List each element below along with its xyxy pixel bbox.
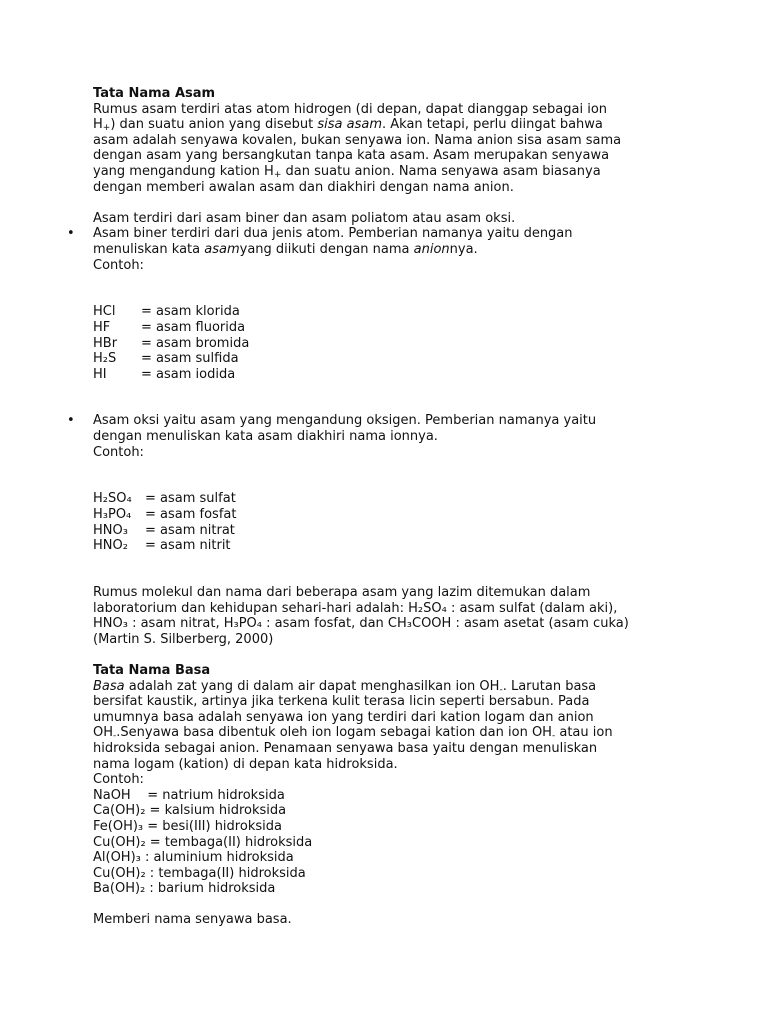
text-span: nya. (449, 241, 478, 257)
compound-name: = asam iodida (141, 366, 236, 382)
text-span: . Akan tetapi, perlu diingat bahwa (382, 117, 603, 133)
formula: HCl (93, 304, 116, 320)
formula: HNO₃ (93, 522, 128, 538)
example-row (93, 320, 693, 336)
formula: H₂SO₄ (93, 491, 132, 507)
text-span: atau ion (555, 725, 613, 741)
paragraph-line (93, 242, 693, 258)
paragraph-line: bersifat kaustik, artinya jika terkena kulit terasa licin seperti bersabun. Pada (93, 694, 590, 710)
base-example: Cu(OH)₂ = tembaga(II) hidroksida (93, 834, 313, 850)
compound-name: = asam sulfat (145, 491, 236, 507)
example-row (93, 304, 693, 320)
example-row (93, 367, 693, 383)
base-example: Cu(OH)₂ : tembaga(II) hidroksida (93, 865, 306, 881)
subscript: + (273, 169, 282, 180)
formula: HBr (93, 335, 118, 351)
formula: HF (93, 319, 111, 335)
italic-term: Basa (93, 678, 125, 694)
paragraph-line: umumnya basa adalah senyawa ion yang terdiri dari kation logam dan anion (93, 709, 594, 725)
subscript: - (113, 731, 117, 742)
spacer (93, 476, 693, 492)
acid-section-title: Tata Nama Asam (93, 86, 216, 101)
formula: HNO₂ (93, 538, 128, 554)
text-span: yang mengandung kation H (93, 163, 274, 179)
base-example: Al(OH)₃ : aluminium hidroksida (93, 850, 294, 866)
paragraph-line: Rumus molekul dan nama dari beberapa asam yang lazim ditemukan dalam (93, 585, 591, 600)
bullet-item-binary (67, 226, 693, 273)
text-span: OH (93, 725, 114, 741)
subscript: + (102, 123, 111, 134)
base-example: Fe(OH)₃ = besi(III) hidroksida (93, 818, 282, 834)
subscript: - (551, 731, 556, 742)
paragraph-line: Asam oksi yaitu asam yang mengandung oksigen. Pemberian namanya yaitu (93, 413, 597, 429)
spacer (93, 460, 693, 476)
paragraph-line: nama logam (kation) di depan kata hidroksida. (93, 756, 398, 772)
text-span: yang diikuti dengan nama (239, 241, 414, 257)
example-row (93, 538, 693, 554)
base-example: NaOH = natrium hidroksida (93, 787, 285, 803)
paragraph-line: dengan menuliskan kata asam diakhiri nama ionnya. (93, 429, 438, 445)
paragraph-line: dengan asam yang bersangkutan tanpa kata asam. Asam merupakan senyawa (93, 148, 610, 164)
document-page (67, 86, 693, 928)
compound-name: = asam klorida (141, 304, 240, 320)
spacer (93, 647, 693, 663)
text-span: ) dan suatu anion yang disebut (110, 117, 318, 133)
example-row (93, 507, 693, 523)
example-row (93, 351, 693, 367)
paragraph-line: hidroksida sebagai anion. Penamaan senyawa basa yaitu dengan menuliskan (93, 740, 598, 756)
spacer (93, 398, 693, 414)
compound-name: = asam bromida (141, 335, 250, 351)
text-span: adalah zat yang di dalam air dapat menghasilkan ion OH (124, 678, 500, 694)
paragraph-line: Rumus asam terdiri atas atom hidrogen (di depan, dapat dianggap sebagai ion (93, 101, 608, 117)
paragraph-line: laboratorium dan kehidupan sehari-hari adalah: H₂SO₄ : asam sulfat (dalam aki), (93, 600, 618, 616)
spacer (93, 569, 693, 585)
spacer (93, 289, 693, 305)
example-label: Contoh: (93, 257, 144, 273)
paragraph-line: asam adalah senyawa kovalen, bukan senyawa ion. Nama anion sisa asam sama (93, 132, 622, 148)
spacer (93, 382, 693, 398)
base-example: Ca(OH)₂ = kalsium hidroksida (93, 803, 287, 819)
paragraph-line: HNO₃ : asam nitrat, H₃PO₄ : asam fosfat, dan CH₃COOH : asam asetat (asam cuka) (93, 616, 629, 632)
formula: HI (93, 366, 107, 382)
italic-term: sisa asam (317, 117, 382, 133)
example-row (93, 523, 693, 539)
formula: H₂S (93, 351, 117, 367)
text-span: . Larutan basa (502, 678, 597, 694)
paragraph-line (93, 725, 693, 741)
example-row (93, 491, 693, 507)
text-span: menuliskan kata (93, 241, 205, 257)
base-section-title: Tata Nama Basa (93, 662, 211, 678)
paragraph-line (93, 679, 693, 695)
paragraph-line (93, 164, 693, 180)
compound-name: = asam nitrat (145, 522, 235, 538)
compound-name: = asam sulfida (141, 351, 239, 367)
bullet-icon: • (67, 413, 75, 429)
bullet-icon: • (67, 226, 75, 242)
compound-name: = asam fosfat (145, 507, 237, 523)
example-label: Contoh: (93, 772, 144, 788)
paragraph-line (93, 117, 693, 133)
text-span: dan suatu anion. Nama senyawa asam biasanya (281, 163, 601, 179)
formula: H₃PO₄ (93, 507, 132, 523)
text-span: .Senyawa basa dibentuk oleh ion logam sebagai kation dan ion OH (116, 725, 552, 741)
paragraph-line: Asam biner terdiri dari dua jenis atom. Pemberian namanya yaitu dengan (93, 226, 573, 242)
paragraph-line: dengan memberi awalan asam dan diakhiri dengan nama anion. (93, 179, 514, 195)
italic-term: asam (204, 241, 240, 257)
spacer (93, 273, 693, 289)
spacer (93, 554, 693, 570)
compound-name: = asam fluorida (141, 319, 246, 335)
italic-term: anion (413, 241, 450, 257)
subscript: - (499, 684, 503, 695)
example-row (93, 336, 693, 352)
compound-name: = asam nitrit (145, 538, 231, 554)
base-example: Ba(OH)₂ : barium hidroksida (93, 881, 276, 897)
example-label: Contoh: (93, 444, 144, 460)
spacer (93, 897, 693, 913)
citation: (Martin S. Silberberg, 2000) (93, 631, 274, 647)
spacer (93, 195, 693, 211)
closing-line: Memberi nama senyawa basa. (93, 912, 292, 928)
text-span: H (93, 117, 103, 133)
bullet-item-oxy (67, 413, 693, 460)
paragraph-line: Asam terdiri dari asam biner dan asam poliatom atau asam oksi. (93, 210, 516, 226)
